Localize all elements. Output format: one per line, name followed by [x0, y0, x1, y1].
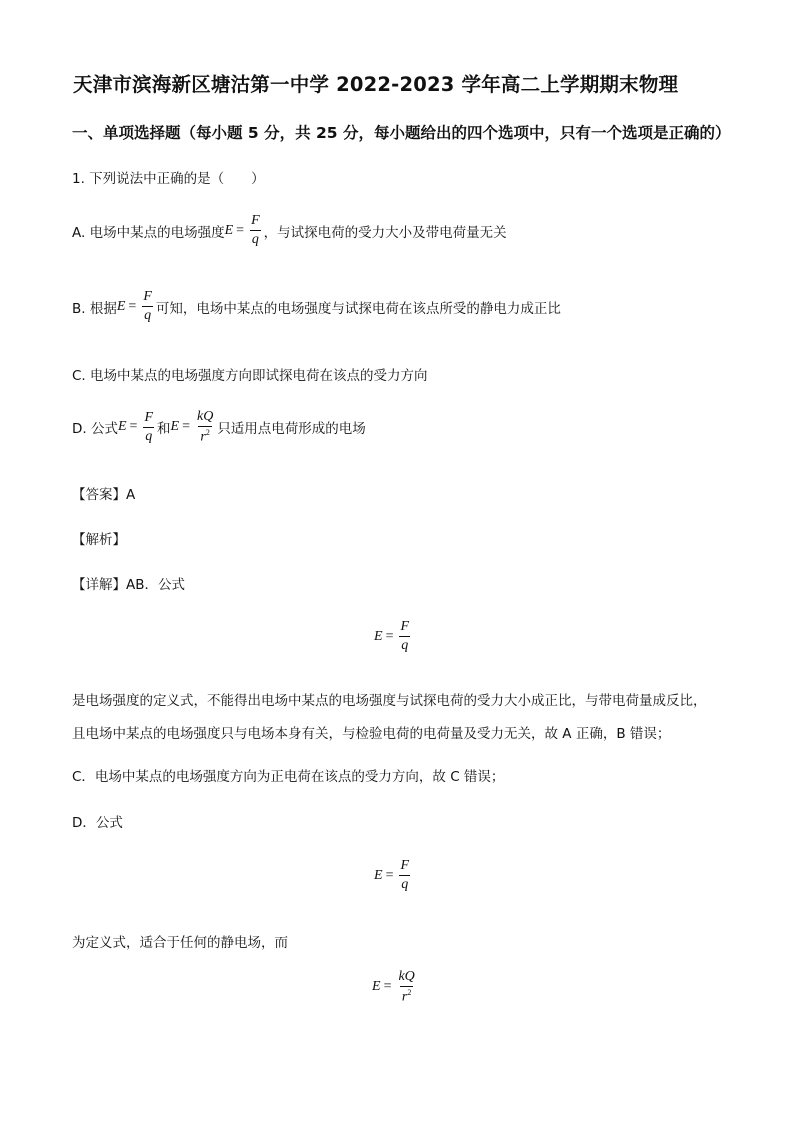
- formula-e: E: [224, 222, 234, 238]
- display-formula-1: [374, 620, 413, 653]
- formula-e: E: [117, 419, 127, 435]
- formula-eq: =: [385, 628, 394, 644]
- detail-d-text: 为定义式，适合于任何的静电场，而: [72, 935, 288, 951]
- detail-label: 【详解】: [72, 577, 126, 593]
- formula-e: E: [374, 628, 383, 644]
- section-heading: 一、单项选择题（每小题 5 分，共 25 分，每小题给出的四个选项中，只有一个选项是正确的）: [72, 124, 731, 142]
- fraction-kq-over-r2: [396, 970, 416, 1005]
- answer-value: A: [126, 487, 136, 503]
- formula-eq: =: [383, 979, 392, 995]
- formula-eq: =: [128, 298, 137, 314]
- formula-e: E: [170, 419, 180, 435]
- option-d: [72, 410, 366, 445]
- detail-d-intro: D．公式: [72, 815, 123, 831]
- option-a: [72, 214, 507, 247]
- option-a-prefix: A. 电场中某点的电场强度: [72, 224, 225, 241]
- detail-ab-intro: AB．公式: [126, 577, 185, 593]
- denominator: q: [145, 428, 153, 444]
- numerator: kQ: [398, 969, 415, 984]
- fraction-f-over-q: [141, 290, 154, 323]
- option-b-suffix: 可知，电场中某点的电场强度与试探电荷在该点所受的静电力成正比: [155, 300, 561, 317]
- formula-eq: =: [236, 222, 245, 238]
- detail-c-text: C．电场中某点的电场强度方向为正电荷在该点的受力方向，故 C 错误；: [72, 769, 505, 785]
- denominator: q: [401, 877, 409, 892]
- exponent: 2: [407, 988, 412, 997]
- option-d-suffix: 只适用点电荷形成的电场: [217, 421, 366, 438]
- display-formula-3: [372, 970, 419, 1005]
- numerator: F: [400, 858, 410, 873]
- numerator: F: [400, 619, 410, 634]
- option-d-middle: 和: [157, 421, 171, 438]
- detail-ab-intro-line: [72, 573, 185, 593]
- display-formula-2: [374, 859, 413, 892]
- detail-ab-text-1: 是电场强度的定义式，不能得出电场中某点的电场强度与试探电荷的受力大小成正比，与带电荷量成反比，: [72, 693, 707, 709]
- formula-e: E: [372, 979, 381, 995]
- numerator: kQ: [196, 409, 214, 424]
- fraction-f-over-q: [398, 620, 411, 653]
- numerator: F: [251, 213, 260, 228]
- option-b-prefix: B. 根据: [72, 300, 117, 317]
- r-symbol: r: [200, 429, 206, 445]
- fraction-kq-over-r2: [195, 410, 215, 445]
- detail-ab-text-2: 且电场中某点的电场强度只与电场本身有关，与检验电荷的电荷量及受力无关，故 A 正确，B 错误；: [72, 726, 671, 742]
- fraction-f-over-q: [398, 859, 411, 892]
- denominator: [400, 986, 413, 1005]
- numerator: F: [144, 409, 154, 425]
- fraction-f-over-q: [249, 214, 262, 247]
- fraction-f-over-q: [142, 411, 155, 444]
- option-b: [72, 290, 561, 323]
- document-title: 天津市滨海新区塘沽第一中学 2022-2023 学年高二上学期期末物理: [73, 73, 679, 96]
- denominator: q: [401, 638, 409, 653]
- formula-e: E: [116, 298, 126, 314]
- formula-e: E: [374, 867, 383, 883]
- answer-line: [72, 483, 135, 503]
- denominator: q: [144, 308, 152, 323]
- denominator: q: [251, 232, 259, 247]
- denominator: [198, 426, 211, 445]
- r-symbol: r: [401, 989, 408, 1005]
- formula-eq: =: [385, 867, 394, 883]
- analysis-label: 【解析】: [72, 532, 126, 548]
- formula-eq: =: [129, 419, 138, 435]
- question-stem: 1. 下列说法中正确的是（ ）: [72, 171, 265, 187]
- exponent: 2: [205, 428, 210, 437]
- option-a-suffix: ，与试探电荷的受力大小及带电荷量无关: [263, 224, 507, 241]
- option-c: C. 电场中某点的电场强度方向即试探电荷在该点的受力方向: [72, 368, 428, 384]
- formula-eq: =: [182, 419, 190, 435]
- answer-label: 【答案】: [72, 487, 126, 503]
- option-d-prefix: D. 公式: [72, 421, 118, 438]
- numerator: F: [143, 289, 152, 304]
